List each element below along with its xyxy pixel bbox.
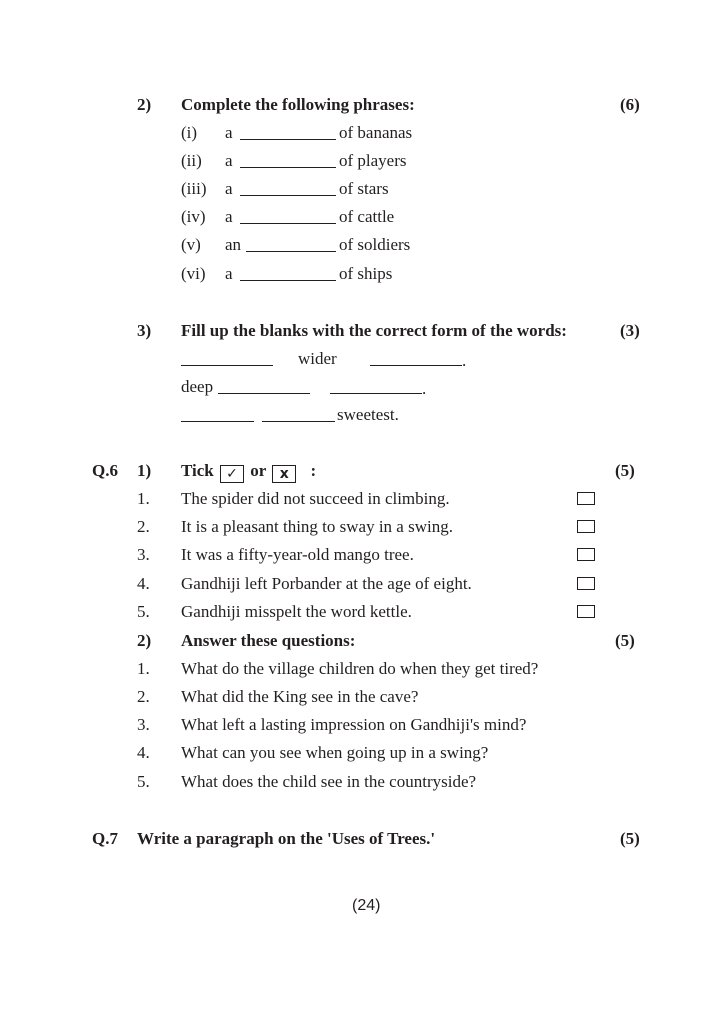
phrase-label: (i) <box>181 123 198 142</box>
phrase-label: (iv) <box>181 207 206 226</box>
phrase-suffix: of players <box>339 151 407 170</box>
q6-1-number: 1) <box>137 461 152 480</box>
page-number: (24) <box>352 897 381 914</box>
word-deep: deep <box>181 377 214 396</box>
phrase-article: an <box>225 235 242 254</box>
tick-label: Tick <box>181 461 214 480</box>
period: . <box>422 379 427 398</box>
phrase-blank <box>240 208 336 224</box>
colon: : <box>310 461 317 480</box>
question-number: 1. <box>137 659 150 678</box>
q7-number: Q.7 <box>92 829 118 848</box>
phrase-suffix: of soldiers <box>339 235 411 254</box>
phrase-label: (iii) <box>181 179 207 198</box>
statement-number: 5. <box>137 602 150 621</box>
q7-marks: (5) <box>620 829 640 848</box>
phrase-suffix: of stars <box>339 179 389 198</box>
question-text: What do the village children do when they get tired? <box>181 659 539 678</box>
answer-checkbox[interactable] <box>577 577 595 590</box>
answer-checkbox[interactable] <box>577 605 595 618</box>
phrase-suffix: of bananas <box>339 123 413 142</box>
q5-3-number: 3) <box>137 321 152 340</box>
q6-2-number: 2) <box>137 631 152 650</box>
question-number: 5. <box>137 772 150 791</box>
answer-checkbox[interactable] <box>577 492 595 505</box>
phrase-article: a <box>225 123 233 142</box>
phrase-label: (vi) <box>181 264 206 283</box>
phrase-blank <box>240 152 336 168</box>
statement-number: 3. <box>137 545 150 564</box>
phrase-blank <box>240 124 336 140</box>
question-text: What does the child see in the countryside? <box>181 772 477 791</box>
q5-2-heading: Complete the following phrases: <box>181 95 415 114</box>
phrase-article: a <box>225 179 233 198</box>
or-label: or <box>250 461 267 480</box>
statement-number: 2. <box>137 517 150 536</box>
phrase-suffix: of ships <box>339 264 393 283</box>
phrase-label: (v) <box>181 235 201 254</box>
q6-1-marks: (5) <box>615 461 635 480</box>
tick-symbol-box: ✓ <box>220 465 244 483</box>
word-blank <box>330 378 422 394</box>
statement-text: Gandhiji left Porbander at the age of eight. <box>181 574 472 593</box>
statement-text: It was a fifty-year-old mango tree. <box>181 545 414 564</box>
question-text: What can you see when going up in a swing? <box>181 743 489 762</box>
q6-2-heading: Answer these questions: <box>181 631 356 650</box>
statement-text: Gandhiji misspelt the word kettle. <box>181 602 412 621</box>
question-number: 3. <box>137 715 150 734</box>
answer-checkbox[interactable] <box>577 548 595 561</box>
q6-number: Q.6 <box>92 461 118 480</box>
statement-number: 4. <box>137 574 150 593</box>
statement-text: The spider did not succeed in climbing. <box>181 489 450 508</box>
phrase-blank <box>240 180 336 196</box>
question-text: What did the King see in the cave? <box>181 687 419 706</box>
q5-3-heading: Fill up the blanks with the correct form of the words: <box>181 321 567 340</box>
phrase-blank <box>240 265 336 281</box>
phrase-article: a <box>225 151 233 170</box>
word-blank <box>181 406 254 422</box>
period: . <box>462 351 467 370</box>
q5-3-marks: (3) <box>620 321 640 340</box>
q6-1-heading <box>181 462 316 483</box>
question-number: 4. <box>137 743 150 762</box>
word-blank <box>218 378 310 394</box>
statement-number: 1. <box>137 489 150 508</box>
word-sweetest: sweetest. <box>337 405 399 424</box>
statement-text: It is a pleasant thing to sway in a swing. <box>181 517 453 536</box>
phrase-article: a <box>225 207 233 226</box>
word-blank <box>181 350 273 366</box>
q7-text: Write a paragraph on the 'Uses of Trees.' <box>137 829 436 848</box>
word-wider: wider <box>298 349 337 368</box>
phrase-label: (ii) <box>181 151 202 170</box>
answer-checkbox[interactable] <box>577 520 595 533</box>
phrase-suffix: of cattle <box>339 207 395 226</box>
word-blank <box>262 406 335 422</box>
q5-2-marks: (6) <box>620 95 640 114</box>
phrase-blank <box>246 236 336 252</box>
word-blank <box>370 350 462 366</box>
phrase-article: a <box>225 264 233 283</box>
q6-2-marks: (5) <box>615 631 635 650</box>
q5-2-number: 2) <box>137 95 152 114</box>
question-number: 2. <box>137 687 150 706</box>
question-text: What left a lasting impression on Gandhiji's mind? <box>181 715 527 734</box>
cross-symbol-box: x <box>272 465 296 483</box>
